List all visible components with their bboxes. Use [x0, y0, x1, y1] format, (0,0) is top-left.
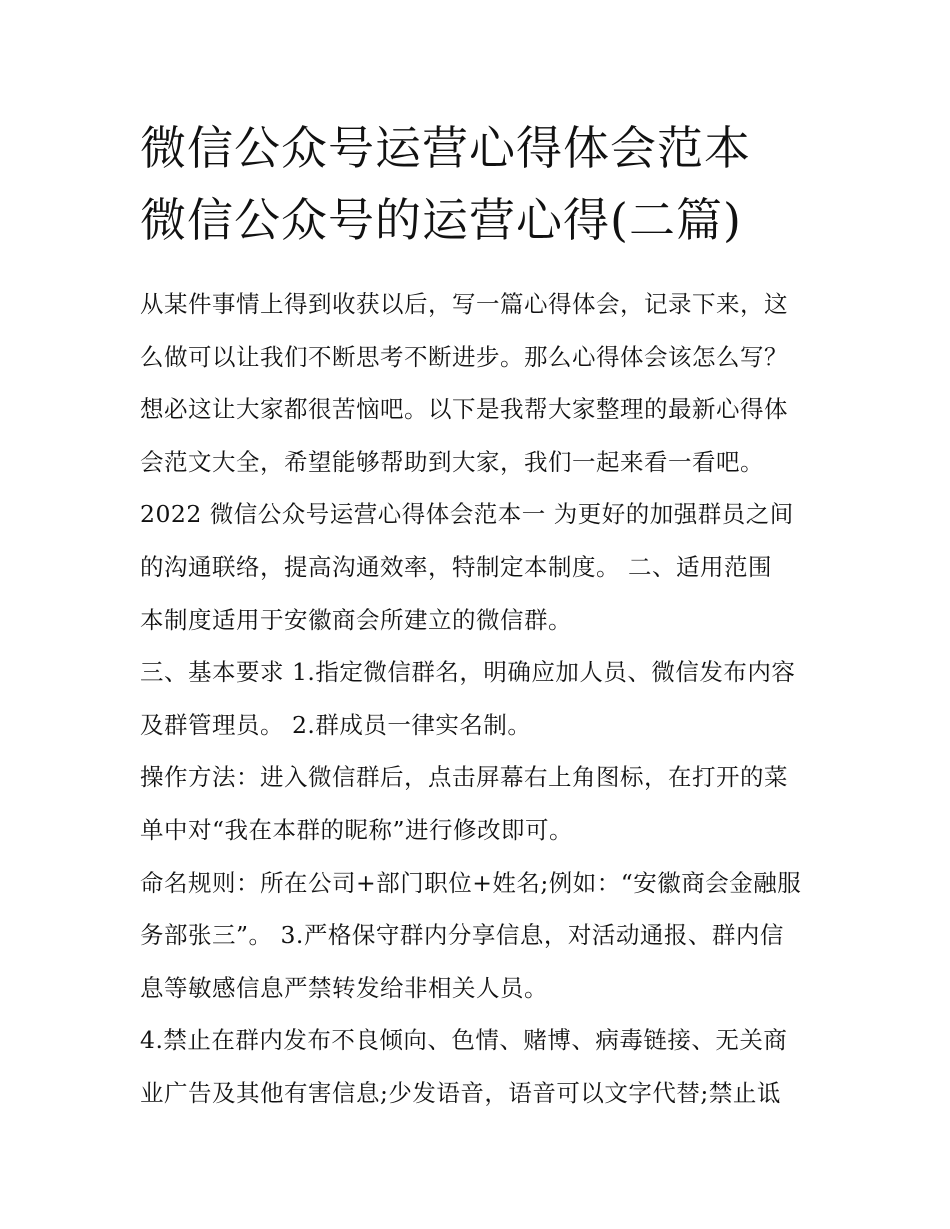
body-line: 4.禁止在群内发布不良倾向、色情、赌博、病毒链接、无关商 [140, 1026, 788, 1055]
body-line: 本制度适用于安徽商会所建立的微信群。 [140, 605, 572, 634]
body-line: 想必这让大家都很苦恼吧。以下是我帮大家整理的最新心得体 [140, 395, 788, 424]
body-line: 命名规则：所在公司+部门职位+姓名;例如：“安徽商会金融服 [140, 868, 802, 897]
body-line: 务部张三”。 3.严格保守群内分享信息，对活动通报、群内信 [140, 921, 784, 950]
body-line: 会范文大全，希望能够帮助到大家，我们一起来看一看吧。 [140, 447, 764, 476]
document-body [140, 278, 815, 1120]
document-page [140, 112, 815, 1120]
document-title [140, 112, 815, 256]
body-line: 从某件事情上得到收获以后，写一篇心得体会，记录下来，这 [140, 290, 788, 318]
body-line: 三、基本要求 1.指定微信群名，明确应加人员、微信发布内容 [140, 658, 796, 687]
body-line: 2022 微信公众号运营心得体会范本一 为更好的加强群员之间 [140, 500, 794, 529]
body-line: 息等敏感信息严禁转发给非相关人员。 [140, 973, 548, 1002]
body-line: 单中对“我在本群的昵称”进行修改即可。 [140, 815, 574, 844]
body-line: 业广告及其他有害信息;少发语音，语音可以文字代替;禁止诋 [140, 1078, 781, 1107]
body-line: 的沟通联络，提高沟通效率，特制定本制度。 二、适用范围 [140, 552, 772, 581]
body-line: 么做可以让我们不断思考不断进步。那么心得体会该怎么写？ [140, 342, 788, 371]
title-line: 微信公众号运营心得体会范本 [140, 121, 751, 175]
body-line: 及群管理员。 2.群成员一律实名制。 [140, 710, 532, 739]
body-line: 操作方法：进入微信群后，点击屏幕右上角图标，在打开的菜 [140, 763, 788, 792]
title-line: 微信公众号的运营心得(二篇) [140, 193, 742, 247]
